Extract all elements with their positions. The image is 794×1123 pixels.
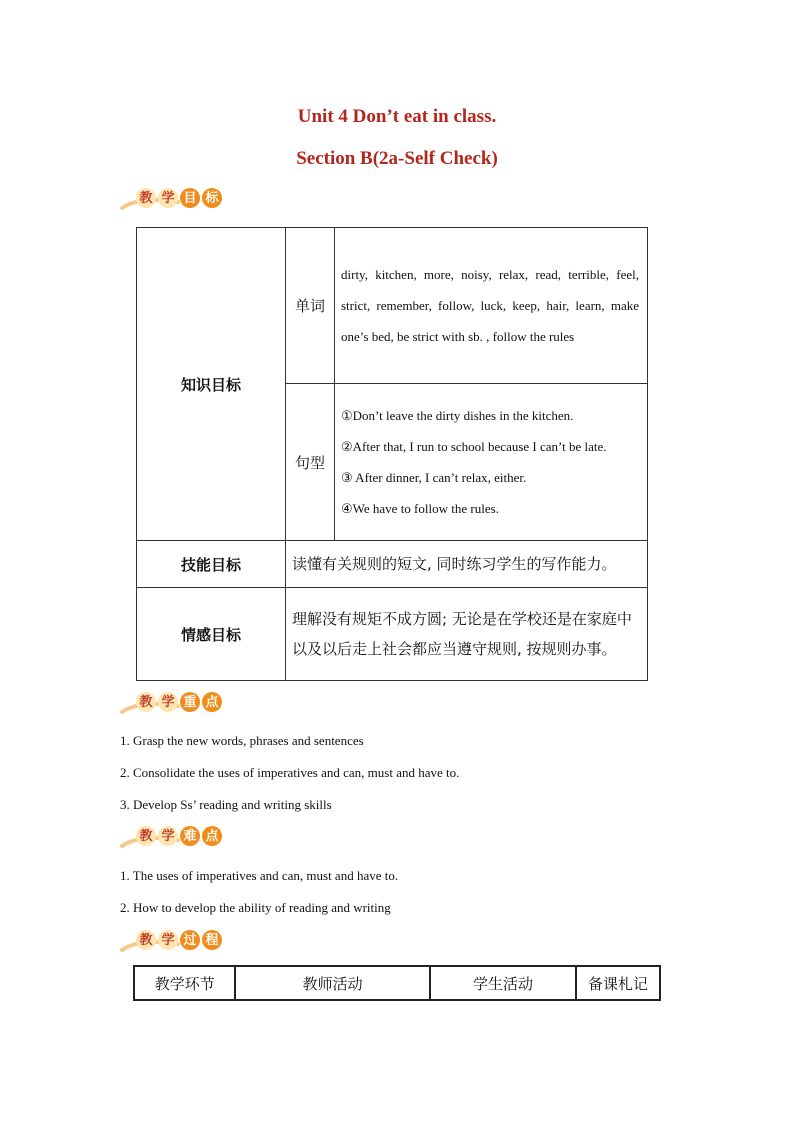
list-item: 1. Grasp the new words, phrases and sentences <box>120 733 364 748</box>
list-item: 2. Consolidate the uses of imperatives and can, must and have to. <box>120 765 460 780</box>
badge-char: 点 <box>202 826 222 846</box>
process-header: 教学环节 <box>134 966 235 1000</box>
knowledge-label: 知识目标 <box>137 228 286 541</box>
list-item: 1. The uses of imperatives and can, must and have to. <box>120 868 399 883</box>
sentence-item: ③ After dinner, I can’t relax, either. <box>341 470 527 485</box>
badge-char: 教 <box>136 188 156 208</box>
sentence-item: ④We have to follow the rules. <box>341 501 499 516</box>
badge-char: 学 <box>158 188 178 208</box>
badge-char: 教 <box>136 826 156 846</box>
badge-char: 教 <box>136 930 156 950</box>
badge-char: 过 <box>180 930 200 950</box>
section-subtitle: Section B(2a-Self Check) <box>296 148 498 169</box>
skill-text: 读懂有关规则的短文, 同时练习学生的写作能力。 <box>286 541 648 588</box>
badge-char: 学 <box>158 692 178 712</box>
process-header: 备课札记 <box>576 966 660 1000</box>
badge-char: 目 <box>180 188 200 208</box>
unit-title: Unit 4 Don’t eat in class. <box>297 106 497 127</box>
emotion-text: 理解没有规矩不成方圆; 无论是在学校还是在家庭中以及以后走上社会都应当遵守规则, 按规则办事。 <box>286 588 648 681</box>
badge-char: 教 <box>136 692 156 712</box>
process-header: 教师活动 <box>235 966 430 1000</box>
badge-char: 点 <box>202 692 222 712</box>
words-cell: dirty, kitchen, more, noisy, relax, read, terrible, feel, strict, remember, follow, luck, keep, hair, learn, make one’s bed, be strict with sb. , follow the rules <box>335 228 648 384</box>
sentences-label: 句型 <box>286 384 335 541</box>
emotion-label: 情感目标 <box>137 588 286 681</box>
list-item: 2. How to develop the ability of reading and writing <box>120 900 391 915</box>
badge-char: 标 <box>202 188 222 208</box>
process-table <box>133 965 661 1001</box>
objectives-table <box>136 227 648 681</box>
sentence-item: ①Don’t leave the dirty dishes in the kitchen. <box>341 408 574 423</box>
words-label: 单词 <box>286 228 335 384</box>
key-points-list <box>120 725 459 821</box>
badge-char: 重 <box>180 692 200 712</box>
sentences-cell <box>335 384 648 541</box>
badge-char: 学 <box>158 826 178 846</box>
difficulties-list <box>120 860 398 924</box>
sentence-item: ②After that, I run to school because I can’t be late. <box>341 439 607 454</box>
skill-label: 技能目标 <box>137 541 286 588</box>
badge-char: 程 <box>202 930 222 950</box>
badge-char: 学 <box>158 930 178 950</box>
badge-char: 难 <box>180 826 200 846</box>
process-header: 学生活动 <box>430 966 576 1000</box>
list-item: 3. Develop Ss’ reading and writing skills <box>120 797 332 812</box>
